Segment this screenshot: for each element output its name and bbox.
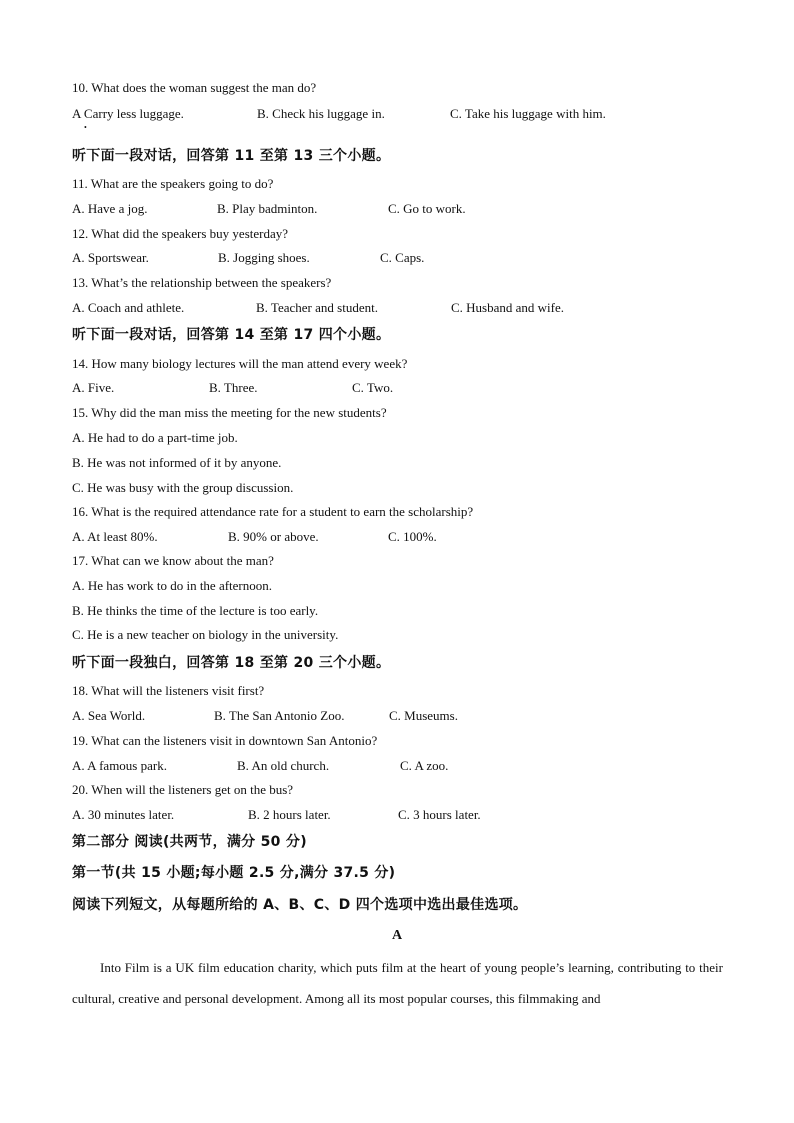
question-11-option-c: C. Go to work. [388, 201, 466, 216]
stray-dot-mark: • [84, 123, 87, 132]
question-15-option-c: C. He was busy with the group discussion. [72, 480, 294, 495]
question-17-stem: 17. What can we know about the man? [72, 553, 274, 568]
question-12-option-a: A. Sportswear. [72, 250, 149, 265]
question-20-stem: 20. When will the listeners get on the bus? [72, 782, 294, 797]
reading-instruction: 阅读下列短文，从每题所给的 A、B、C、D 四个选项中选出最佳选项。 [72, 897, 528, 913]
question-11-option-b: B. Play badminton. [217, 201, 318, 216]
question-13-stem: 13. What’s the relationship between the speakers? [72, 275, 332, 290]
question-14-option-c: C. Two. [352, 380, 394, 395]
question-18-stem: 18. What will the listeners visit first? [72, 683, 265, 698]
question-12-option-c: C. Caps. [380, 250, 425, 265]
section-one-heading: 第一节(共 15 小题;每小题 2.5 分,满分 37.5 分) [72, 865, 396, 881]
question-14-option-a: A. Five. [72, 380, 115, 395]
section-heading-11-13: 听下面一段对话，回答第 11 至第 13 三个小题。 [72, 148, 391, 164]
question-18-option-b: B. The San Antonio Zoo. [214, 708, 345, 723]
question-15-option-b: B. He was not informed of it by anyone. [72, 455, 282, 470]
question-13-option-c: C. Husband and wife. [451, 300, 565, 315]
question-10-stem: 10. What does the woman suggest the man do? [72, 80, 317, 95]
question-20-option-b: B. 2 hours later. [248, 807, 331, 822]
question-12-stem: 12. What did the speakers buy yesterday? [72, 226, 288, 241]
passage-paragraph: Into Film is a UK film education charity, which puts film at the heart of young people’s learning, contributing to their cultural, creative and personal development. Among all its most popular courses, this filmmaking and [72, 960, 723, 1006]
question-20-option-c: C. 3 hours later. [398, 807, 481, 822]
section-heading-14-17: 听下面一段对话，回答第 14 至第 17 四个小题。 [72, 327, 391, 343]
question-10-option-b: B. Check his luggage in. [257, 106, 385, 121]
question-11-option-a: A. Have a jog. [72, 201, 148, 216]
question-19-stem: 19. What can the listeners visit in downtown San Antonio? [72, 733, 378, 748]
question-19-option-a: A. A famous park. [72, 758, 167, 773]
question-13-option-a: A. Coach and athlete. [72, 300, 185, 315]
passage-label: A [391, 928, 403, 943]
question-16-stem: 16. What is the required attendance rate for a student to earn the scholarship? [72, 504, 474, 519]
question-14-option-b: B. Three. [209, 380, 258, 395]
question-17-option-c: C. He is a new teacher on biology in the university. [72, 627, 339, 642]
question-10-option-a: A Carry less luggage. [72, 106, 184, 121]
question-12-option-b: B. Jogging shoes. [218, 250, 310, 265]
question-16-option-a: A. At least 80%. [72, 529, 158, 544]
question-10-option-c: C. Take his luggage with him. [450, 106, 606, 121]
question-20-option-a: A. 30 minutes later. [72, 807, 175, 822]
question-17-option-a: A. He has work to do in the afternoon. [72, 578, 273, 593]
question-15-stem: 15. Why did the man miss the meeting for the new students? [72, 405, 387, 420]
question-16-option-c: C. 100%. [388, 529, 437, 544]
question-16-option-b: B. 90% or above. [228, 529, 319, 544]
question-13-option-b: B. Teacher and student. [256, 300, 378, 315]
question-18-option-a: A. Sea World. [72, 708, 146, 723]
question-19-option-c: C. A zoo. [400, 758, 449, 773]
section-heading-18-20: 听下面一段独白，回答第 18 至第 20 三个小题。 [72, 655, 391, 671]
question-18-option-c: C. Museums. [389, 708, 458, 723]
part-two-heading: 第二部分 阅读(共两节，满分 50 分) [72, 834, 307, 850]
question-17-option-b: B. He thinks the time of the lecture is too early. [72, 603, 319, 618]
question-19-option-b: B. An old church. [237, 758, 330, 773]
question-14-stem: 14. How many biology lectures will the man attend every week? [72, 356, 408, 371]
question-15-option-a: A. He had to do a part-time job. [72, 430, 238, 445]
question-11-stem: 11. What are the speakers going to do? [72, 176, 274, 191]
